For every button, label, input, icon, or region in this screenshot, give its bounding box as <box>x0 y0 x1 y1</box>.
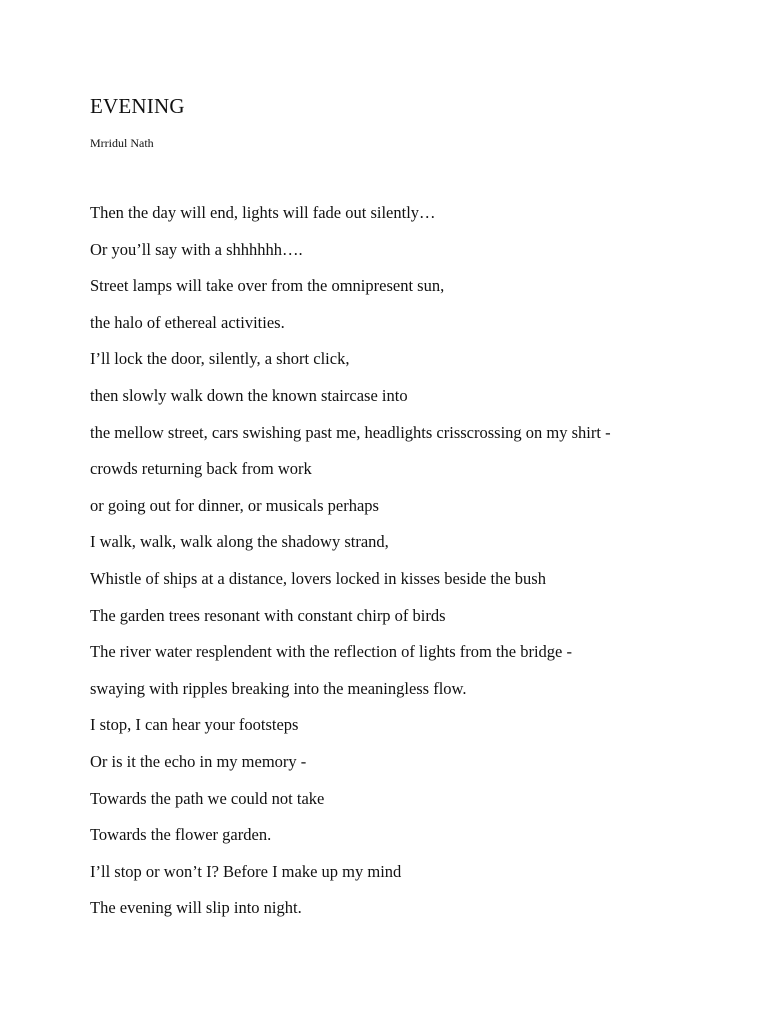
poem-line: I’ll stop or won’t I? Before I make up my mind <box>90 861 402 881</box>
poem-body <box>90 201 730 933</box>
poem-line: I’ll lock the door, silently, a short click, <box>90 349 350 369</box>
poem-line: or going out for dinner, or musicals perhaps <box>90 495 379 515</box>
poem-line: Then the day will end, lights will fade out silently… <box>90 203 436 222</box>
poem-line: the mellow street, cars swishing past me, headlights crisscrossing on my shirt - <box>90 422 611 442</box>
poem-line: Or you’ll say with a shhhhhh…. <box>90 239 303 259</box>
poem-line: Street lamps will take over from the omnipresent sun, <box>90 276 445 296</box>
poem-line: The evening will slip into night. <box>90 898 302 918</box>
poem-title: EVENING <box>90 94 185 118</box>
poem-line: The river water resplendent with the reflection of lights from the bridge - <box>90 642 572 662</box>
poem-line: I walk, walk, walk along the shadowy strand, <box>90 532 389 552</box>
poem-line: Towards the path we could not take <box>90 788 325 808</box>
poem-line: then slowly walk down the known staircase into <box>90 385 408 405</box>
poem-line: crowds returning back from work <box>90 459 312 479</box>
poem-line: I stop, I can hear your footsteps <box>90 715 299 735</box>
poem-line: Whistle of ships at a distance, lovers locked in kisses beside the bush <box>90 568 546 588</box>
poem-line: Towards the flower garden. <box>90 825 272 845</box>
poem-line: The garden trees resonant with constant chirp of birds <box>90 605 446 625</box>
poem-line: the halo of ethereal activities. <box>90 312 285 332</box>
poem-line: swaying with ripples breaking into the meaningless flow. <box>90 678 467 698</box>
poem-line: Or is it the echo in my memory - <box>90 751 307 771</box>
poem-author: Mrridul Nath <box>90 136 154 150</box>
